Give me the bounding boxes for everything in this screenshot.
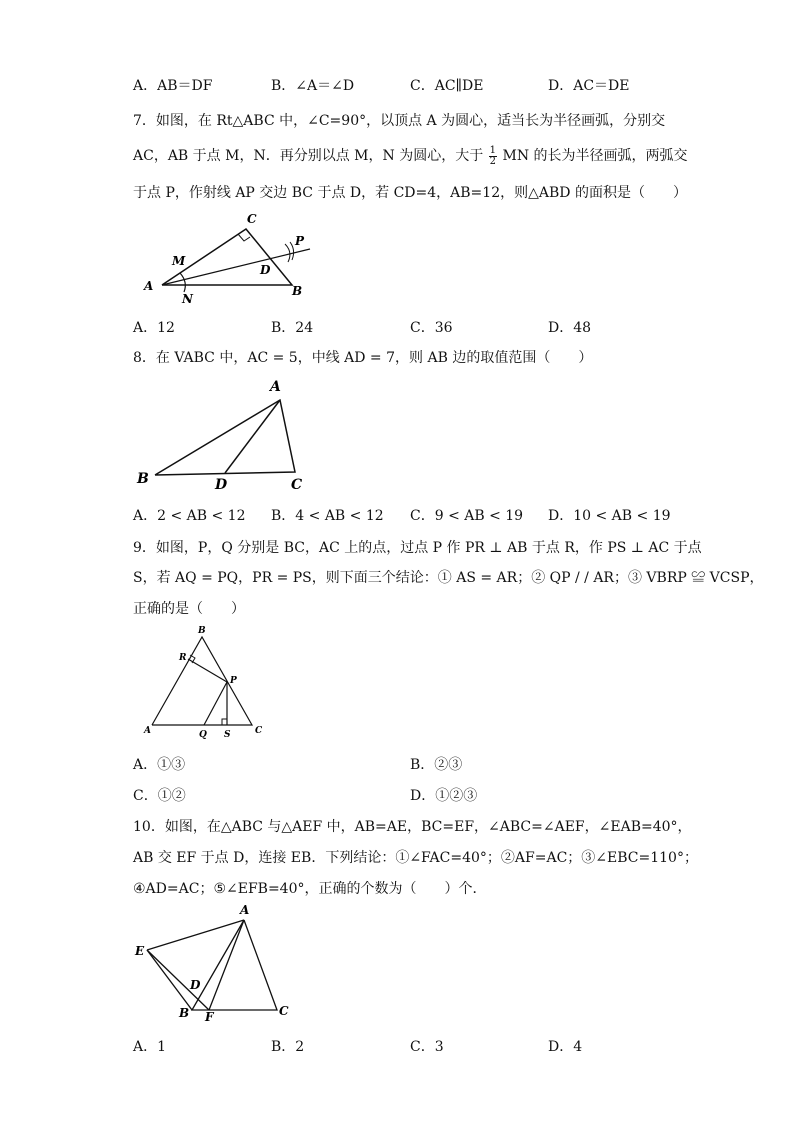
q10-figure — [132, 900, 302, 1025]
q10-text-line2: AB 交 EF 于点 D，连接 EB．下列结论：①∠FAC=40°；②AF=AC；③∠EBC=110°； — [133, 850, 698, 866]
q7-option-d[interactable]: D．48 — [548, 320, 592, 336]
q9-label-a: A — [144, 726, 151, 736]
q8-label-d: D — [215, 477, 228, 493]
q8-option-c[interactable]: C．9 < AB < 19 — [410, 508, 524, 524]
q8-figure — [135, 375, 310, 495]
q9-label-b: B — [198, 626, 206, 636]
q9-option-c[interactable]: C．①② — [133, 788, 186, 804]
q9-label-q: Q — [199, 730, 207, 740]
q10-label-f: F — [205, 1010, 214, 1024]
q7-figure — [140, 212, 320, 307]
q9-label-r: R — [179, 653, 187, 663]
q7-label-c: C — [247, 212, 257, 226]
q9-label-c: C — [255, 726, 263, 736]
q6-option-b[interactable]: B．∠A＝∠D — [271, 78, 355, 94]
q9-label-p: P — [230, 676, 237, 686]
q10-label-a: A — [240, 903, 250, 917]
q6-option-a[interactable]: A．AB＝DF — [133, 78, 213, 94]
q10-label-e: E — [135, 944, 145, 958]
q10-option-a[interactable]: A．1 — [133, 1039, 167, 1055]
q7-text-line2 — [133, 145, 688, 167]
q6-option-c[interactable]: C．AC∥DE — [410, 78, 484, 94]
q9-label-s: S — [224, 730, 231, 740]
q9-option-d[interactable]: D．①②③ — [410, 788, 478, 804]
q8-label-a: A — [270, 379, 281, 395]
q7-fraction: $\frac{1}{2}$ — [489, 144, 497, 167]
q7-text-line2b: MN 的长为半径画弧，两弧交 — [502, 148, 688, 164]
q7-option-a[interactable]: A．12 — [133, 320, 175, 336]
q8-label-c: C — [291, 477, 303, 493]
q9-figure — [140, 625, 270, 740]
q10-option-c[interactable]: C．3 — [410, 1039, 444, 1055]
q7-label-m: M — [172, 254, 186, 268]
q7-option-c[interactable]: C．36 — [410, 320, 453, 336]
q10-option-d[interactable]: D．4 — [548, 1039, 583, 1055]
q8-option-b[interactable]: B．4 < AB < 12 — [271, 508, 384, 524]
q8-option-a[interactable]: A．2 < AB < 12 — [133, 508, 246, 524]
q9-text-line1: 9．如图，P，Q 分别是 BC，AC 上的点，过点 P 作 PR ⊥ AB 于点 R，作 PS ⊥ AC 于点 — [133, 540, 702, 556]
q7-text-line2a: AC，AB 于点 M，N．再分别以点 M，N 为圆心，大于 — [133, 148, 484, 164]
q7-label-n: N — [182, 292, 193, 306]
q8-label-b: B — [137, 471, 149, 487]
q7-label-b: B — [292, 284, 303, 298]
q7-label-a: A — [144, 279, 154, 293]
q8-option-d[interactable]: D．10 < AB < 19 — [548, 508, 671, 524]
q9-text-line2: S，若 AQ = PQ，PR = PS，则下面三个结论：① AS = AR；② QP / / AR；③ VBRP ≌ VCSP， — [133, 570, 764, 586]
q7-text-line3: 于点 P，作射线 AP 交边 BC 于点 D，若 CD=4，AB=12，则△ABD 的面积是（ ） — [133, 185, 687, 201]
q7-label-d: D — [260, 263, 271, 277]
q10-text-line1: 10．如图，在△ABC 与△AEF 中，AB=AE，BC=EF，∠ABC=∠AEF，∠EAB=40°， — [133, 819, 692, 835]
q10-option-b[interactable]: B．2 — [271, 1039, 305, 1055]
q7-label-p: P — [295, 234, 305, 248]
q9-text-line3: 正确的是（ ） — [133, 601, 245, 617]
q9-option-b[interactable]: B．②③ — [410, 757, 463, 773]
q10-label-d: D — [190, 978, 201, 992]
q6-option-d[interactable]: D．AC＝DE — [548, 78, 630, 94]
q7-option-b[interactable]: B．24 — [271, 320, 314, 336]
q8-text-line1: 8．在 VABC 中，AC = 5，中线 AD = 7，则 AB 边的取值范围（ ） — [133, 350, 593, 366]
q10-label-b: B — [179, 1006, 190, 1020]
q7-text-line1: 7．如图，在 Rt△ABC 中，∠C=90°，以顶点 A 为圆心，适当长为半径画弧，分别交 — [133, 113, 666, 129]
q10-text-line3: ④AD=AC；⑤∠EFB=40°，正确的个数为（ ）个． — [133, 881, 487, 897]
q10-label-c: C — [279, 1004, 289, 1018]
q9-option-a[interactable]: A．①③ — [133, 757, 186, 773]
